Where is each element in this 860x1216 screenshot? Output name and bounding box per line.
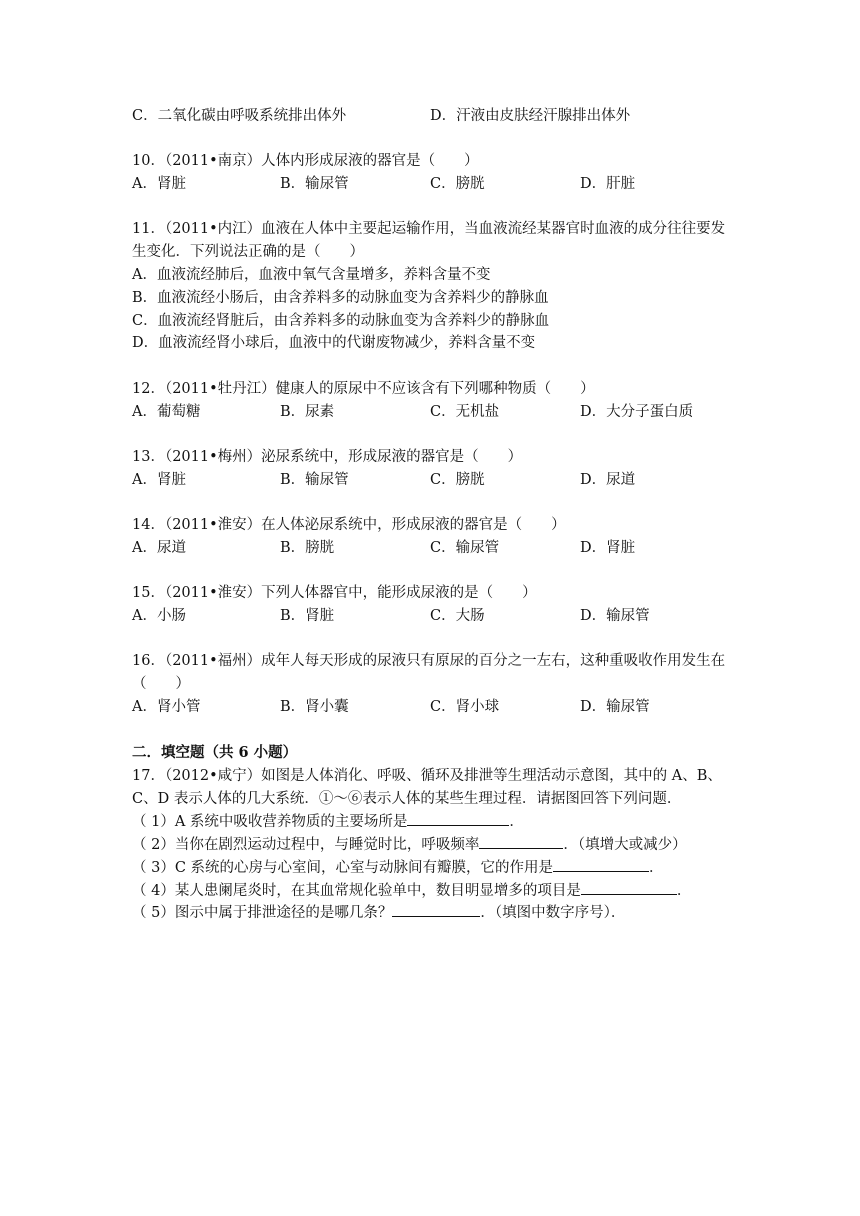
q10-stem: 10．（2011•南京）人体内形成尿液的器官是（ ） [132, 153, 479, 169]
q17-sub1 [132, 811, 524, 832]
q17-sub2 [132, 834, 687, 855]
q17-sub5-blank[interactable] [392, 902, 480, 917]
q15-option-d: D．输尿管 [580, 608, 650, 624]
q13-stem: 13．（2011•梅州）泌尿系统中，形成尿液的器官是（ ） [132, 449, 523, 465]
q17-sub2-text: （ 2）当你在剧烈运动过程中，与睡觉时比，呼吸频率 [132, 837, 480, 853]
q17-sub1-end: ． [509, 814, 524, 830]
q17-stem-line1: 17．（2012•咸宁）如图是人体消化、呼吸、循环及排泄等生理活动示意图，其中的 A、B、 [132, 768, 722, 784]
q17-stem-line2: C、D 表示人体的几大系统．①～⑥表示人体的某些生理过程．请据图回答下列问题． [132, 791, 682, 807]
q17-sub3-end: ． [649, 860, 664, 876]
q17-sub4-end: ． [676, 883, 692, 899]
q11-option-d: D．血液流经肾小球后，血液中的代谢废物减少，养料含量不变 [132, 335, 536, 351]
q16-stem-line2: （ ） [132, 676, 190, 692]
q14-option-b: B．膀胱 [280, 540, 335, 556]
q12-stem: 12．（2011•牡丹江）健康人的原尿中不应该含有下列哪种物质（ ） [132, 381, 595, 397]
q12-option-a: A．葡萄糖 [132, 404, 201, 420]
q14-stem: 14．（2011•淮安）在人体泌尿系统中，形成尿液的器官是（ ） [132, 517, 566, 533]
q14-option-a: A．尿道 [132, 540, 186, 556]
q17-sub2-end: ．（填增大或减少） [563, 837, 687, 853]
q16-option-d: D．输尿管 [580, 699, 650, 715]
q17-sub3-text: （ 3）C 系统的心房与心室间，心室与动脉间有瓣膜，它的作用是 [132, 860, 554, 876]
q15-stem: 15．（2011•淮安）下列人体器官中，能形成尿液的是（ ） [132, 585, 537, 601]
q17-sub1-text: （ 1）A 系统中吸收营养物质的主要场所是 [132, 814, 408, 830]
q16-stem-line1: 16．（2011•福州）成年人每天形成的尿液只有原尿的百分之一左右，这种重吸收作用发生在 [132, 653, 726, 669]
q17-sub3 [132, 857, 664, 878]
q16-option-a: A．肾小管 [132, 699, 201, 715]
q15-option-a: A．小肠 [132, 608, 186, 624]
q17-sub5-end: ．（填图中数字序号）． [480, 905, 626, 921]
q16-option-b: B．肾小囊 [280, 699, 349, 715]
q11-option-b: B．血液流经小肠后，由含养料多的动脉血变为含养料少的静脉血 [132, 290, 549, 306]
q9-option-d: D．汗液由皮肤经汗腺排出体外 [430, 108, 631, 124]
q10-option-d: D．肝脏 [580, 176, 636, 192]
q15-option-c: C．大肠 [430, 608, 485, 624]
q13-option-d: D．尿道 [580, 472, 636, 488]
section-heading-fill-in: 二．填空题（共 6 小题） [132, 744, 298, 761]
q17-sub4-text: （ 4）某人患阑尾炎时，在其血常规化验单中，数目明显增多的项目是 [132, 883, 581, 899]
q11-stem-line2: 生变化．下列说法正确的是（ ） [132, 244, 364, 260]
q13-option-c: C．膀胱 [430, 472, 485, 488]
q12-option-b: B．尿素 [280, 404, 335, 420]
q9-option-c: C．二氧化碳由呼吸系统排出体外 [132, 108, 347, 124]
q11-option-a: A．血液流经肺后，血液中氧气含量增多，养料含量不变 [132, 267, 491, 283]
q11-stem-line1: 11．（2011•内江）血液在人体中主要起运输作用，当血液流经某器官时血液的成分往往要发 [132, 221, 726, 237]
q16-option-c: C．肾小球 [430, 699, 500, 715]
q17-sub5-text: （ 5）图示中属于排泄途径的是哪几条？ [132, 905, 393, 921]
q17-sub5 [132, 902, 625, 923]
q17-sub4 [132, 880, 691, 901]
q17-sub1-blank[interactable] [407, 811, 509, 826]
q10-option-b: B．输尿管 [280, 176, 349, 192]
q12-option-d: D．大分子蛋白质 [580, 404, 694, 420]
q14-option-c: C．输尿管 [430, 540, 500, 556]
q17-sub4-blank[interactable] [581, 880, 677, 895]
q17-sub2-blank[interactable] [479, 834, 563, 849]
q15-option-b: B．肾脏 [280, 608, 335, 624]
q17-sub3-blank[interactable] [553, 857, 649, 872]
q13-option-a: A．肾脏 [132, 472, 186, 488]
q11-option-c: C．血液流经肾脏后，由含养料多的动脉血变为含养料少的静脉血 [132, 313, 550, 329]
q14-option-d: D．肾脏 [580, 540, 636, 556]
q10-option-c: C．膀胱 [430, 176, 485, 192]
q10-option-a: A．肾脏 [132, 176, 186, 192]
q13-option-b: B．输尿管 [280, 472, 349, 488]
q12-option-c: C．无机盐 [430, 404, 500, 420]
